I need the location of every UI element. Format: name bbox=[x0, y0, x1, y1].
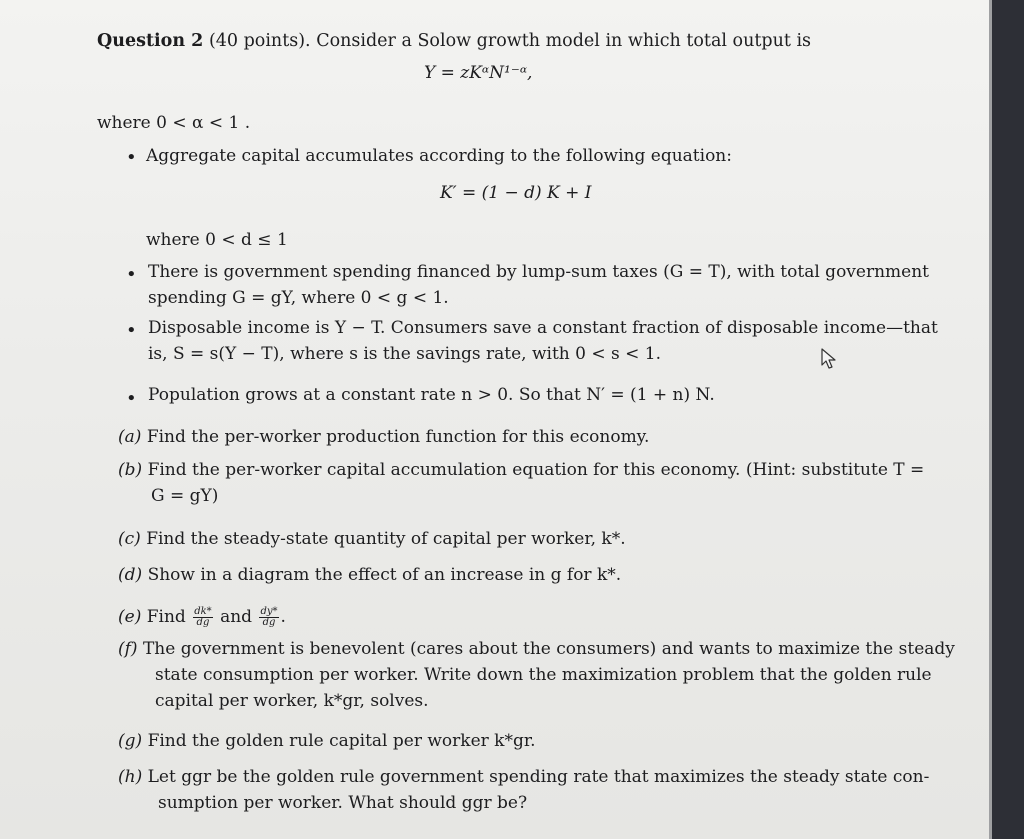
part-a-text: Find the per-worker production function for this economy. bbox=[146, 427, 650, 447]
part-c bbox=[118, 526, 626, 552]
part-e bbox=[118, 604, 286, 630]
part-b-text-1: Find the per-worker capital accumulation equation for this economy. (Hint: substitute T = bbox=[147, 460, 925, 480]
bullet3-line1: Disposable income is Y − T. Consumers save a constant fraction of disposable income—that bbox=[148, 318, 938, 338]
part-d-text: Show in a diagram the effect of an increase in g for k*. bbox=[147, 565, 622, 585]
part-h-label: (h) bbox=[118, 767, 143, 787]
where-alpha: where 0 < α < 1 . bbox=[97, 113, 251, 133]
part-g bbox=[118, 728, 536, 754]
equation-capital: K′ = (1 − d) K + I bbox=[440, 183, 592, 203]
equation-output: Y = zKᵅN¹⁻ᵅ, bbox=[424, 63, 533, 83]
question-title: Question 2 bbox=[97, 31, 204, 51]
part-b-label: (b) bbox=[118, 460, 143, 480]
fraction-dk-dg bbox=[193, 607, 212, 628]
bullet-dot: • bbox=[126, 147, 137, 168]
part-d bbox=[118, 562, 621, 588]
where-d: where 0 < d ≤ 1 bbox=[146, 230, 288, 250]
fraction-numerator: dy* bbox=[260, 606, 278, 617]
part-h bbox=[118, 764, 929, 790]
part-h-text-2: sumption per worker. What should ggr be? bbox=[158, 793, 528, 813]
bullet-dot: • bbox=[126, 388, 137, 409]
part-a-label: (a) bbox=[118, 427, 142, 447]
part-e-period: . bbox=[280, 607, 286, 627]
part-f-text-1: The government is benevolent (cares about the consumers) and wants to maximize the steady bbox=[142, 639, 955, 659]
part-a bbox=[118, 424, 649, 450]
fraction-denominator: dg bbox=[196, 617, 210, 628]
part-d-label: (d) bbox=[118, 565, 143, 585]
question-points: (40 points). bbox=[208, 31, 311, 51]
bullet2-line2: spending G = gY, where 0 < g < 1. bbox=[148, 288, 449, 308]
bullet1-text: Aggregate capital accumulates according to the following equation: bbox=[146, 146, 732, 166]
part-g-text: Find the golden rule capital per worker k*gr. bbox=[147, 731, 536, 751]
part-f-label: (f) bbox=[118, 639, 138, 659]
part-e-label: (e) bbox=[118, 607, 142, 627]
fraction-numerator: dk* bbox=[194, 606, 212, 617]
bullet-dot: • bbox=[126, 320, 137, 341]
bullet3-line2: is, S = s(Y − T), where s is the savings rate, with 0 < s < 1. bbox=[148, 344, 662, 364]
part-f bbox=[118, 636, 955, 662]
fraction-dy-dg bbox=[259, 607, 278, 628]
part-b-text-2: G = gY) bbox=[151, 486, 219, 506]
part-g-label: (g) bbox=[118, 731, 143, 751]
part-c-text: Find the steady-state quantity of capital per worker, k*. bbox=[146, 529, 626, 549]
bullet2-line1: There is government spending financed by lump-sum taxes (G = T), with total government bbox=[148, 262, 930, 282]
part-e-find: Find bbox=[146, 607, 186, 627]
part-c-label: (c) bbox=[118, 529, 141, 549]
part-h-text-1: Let ggr be the golden rule government spending rate that maximizes the steady state con- bbox=[147, 767, 930, 787]
part-f-text-2: state consumption per worker. Write down the maximization problem that the golden rule bbox=[155, 665, 932, 685]
part-f-text-3: capital per worker, k*gr, solves. bbox=[155, 691, 429, 711]
question-intro: Consider a Solow growth model in which total output is bbox=[316, 31, 812, 51]
mouse-pointer-icon bbox=[820, 348, 838, 370]
bullet4-line1: Population grows at a constant rate n > 0. So that N′ = (1 + n) N. bbox=[148, 385, 715, 405]
part-e-and: and bbox=[220, 607, 253, 627]
fraction-denominator: dg bbox=[262, 617, 276, 628]
bullet-dot: • bbox=[126, 264, 137, 285]
part-b bbox=[118, 457, 924, 483]
question-header bbox=[97, 28, 811, 54]
